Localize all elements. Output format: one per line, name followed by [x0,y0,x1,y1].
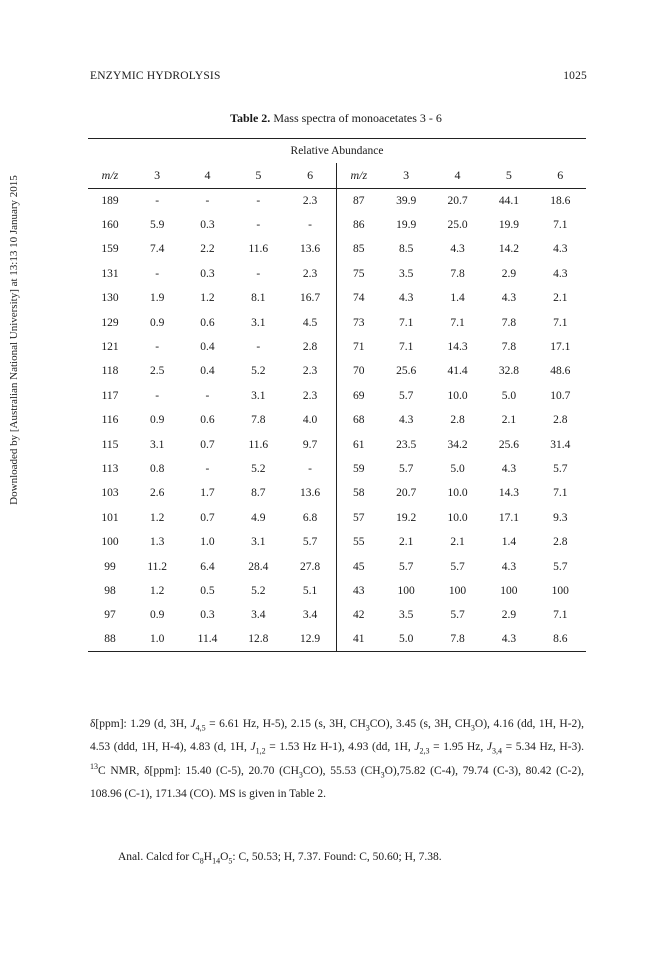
mz-cell: 88 [88,628,132,652]
abundance-cell: 5.7 [398,462,414,475]
abundance-cell: 39.9 [380,189,431,213]
mz-cell: 85 [337,237,381,261]
abundance-cell: 5.0 [450,462,465,475]
page-number: 1025 [563,70,587,82]
abundance-cell: 3.1 [251,536,266,549]
abundance-cell: 11.6 [248,438,269,451]
mz-cell: 74 [337,286,381,310]
table-row [88,213,586,237]
abundance-cell: 5.9 [149,219,165,232]
abundance-cell: 19.9 [498,219,519,232]
abundance-cell: 0.4 [200,365,215,378]
mz-cell: 98 [104,584,116,597]
abundance-cell: 100 [551,584,569,597]
mz-cell: 121 [101,341,119,354]
mz-cell: 131 [101,267,119,280]
abundance-cell: 6.8 [302,511,318,524]
mz-cell: 101 [101,511,119,524]
abundance-cell: 5.7 [450,560,465,573]
abundance-cell: 1.0 [200,536,215,549]
abundance-cell: 0.3 [200,219,215,232]
table-row [88,262,586,286]
abundance-cell: 9.3 [553,511,568,524]
abundance-cell: - [132,189,182,213]
table-row [88,189,586,213]
table-row [88,384,586,408]
running-head-title: ENZYMIC HYDROLYSIS [90,70,221,82]
column-header: m/z [337,163,381,189]
mz-cell: 189 [88,189,132,213]
abundance-cell: 0.9 [149,609,165,622]
abundance-cell: 0.6 [200,316,215,329]
abundance-cell: 3.1 [149,438,165,451]
abundance-cell: 4.3 [501,560,517,573]
abundance-cell: 0.6 [200,414,215,427]
abundance-cell: 12.8 [233,628,284,652]
abundance-cell: 2.1 [398,536,414,549]
table-row [88,359,586,383]
mz-cell: 99 [104,560,116,573]
mz-cell: 115 [101,438,119,451]
abundance-cell: 14.2 [498,243,519,256]
abundance-cell: 23.5 [396,438,417,451]
abundance-cell: - [233,189,284,213]
abundance-cell: 17.1 [498,511,519,524]
abundance-cell: 2.8 [450,414,465,427]
abundance-cell: 3.5 [398,267,414,280]
abundance-cell: 100 [397,584,415,597]
mz-cell: 69 [337,384,381,408]
abundance-cell: 0.5 [200,584,215,597]
abundance-cell: 5.2 [251,365,266,378]
abundance-cell: - [308,219,312,232]
mz-cell: 160 [101,219,119,232]
abundance-cell: 16.7 [300,292,321,305]
abundance-cell: 44.1 [483,189,534,213]
abundance-cell: 3.5 [398,609,414,622]
abundance-cell: 1.2 [149,511,165,524]
abundance-cell: 0.3 [200,267,215,280]
abundance-cell: 2.3 [284,189,337,213]
abundance-cell: 41.4 [447,365,468,378]
mz-cell: 103 [101,487,119,500]
abundance-cell: 25.0 [447,219,468,232]
table-caption-text: Mass spectra of monoacetates 3 - 6 [273,111,442,125]
table-row [88,481,586,505]
table-row [88,432,586,456]
table-row [88,335,586,359]
abundance-cell: - [205,462,210,475]
abundance-cell: 2.3 [302,365,318,378]
abundance-cell: 1.0 [132,628,182,652]
abundance-cell: - [256,267,261,280]
nmr-data-paragraph: δ[ppm]: 1.29 (d, 3H, $J_{4,5} = 6.61$ Hz, H-5), 2.15 (s, 3H, $CH_3CO$), 3.45 (s, 3H, $CH_3O$), 4.16 (dd, 1H, H-2), 4.53 (ddd, 1H, H-4), 4.83 (d, 1H, $J_{1,2} = 1.53$ Hz H-1), 4.93 (dd, 1H, $J_{2,3} = 1.95$ Hz, $J_{3,4} = 5.34$ Hz, H-3). $^{13}$C NMR, δ[ppm]: 15.40 (C-5), 20.70 $(CH_3CO)$, 55.53 $(CH_3O),75.82$ (C-4), 79.74 (C-3), 80.42 (C-2), 108.96 (C-1), 171.34 (CO). MS is given in Table 2. [90,718,585,800]
abundance-cell: - [182,189,232,213]
mz-cell: 71 [337,335,381,359]
abundance-cell: 34.2 [447,438,468,451]
mz-cell: 113 [101,462,119,475]
abundance-cell: 7.1 [553,316,568,329]
table-row [88,530,586,554]
abundance-cell: 1.7 [200,487,215,500]
abundance-cell: 27.8 [300,560,321,573]
abundance-cell: 0.4 [200,341,215,354]
abundance-cell: 7.8 [251,414,266,427]
abundance-cell: 100 [500,584,518,597]
mz-cell: 130 [101,292,119,305]
abundance-cell: 4.3 [398,292,414,305]
abundance-cell: 4.3 [501,292,517,305]
column-header: 6 [307,167,314,182]
mz-cell: 116 [101,414,119,427]
abundance-cell: 5.7 [450,609,465,622]
abundance-cell: 9.7 [302,438,318,451]
abundance-cell: 28.4 [248,560,269,573]
abundance-cell: 2.6 [149,487,165,500]
abundance-cell: 7.1 [450,316,465,329]
mz-cell: 86 [337,213,381,237]
abundance-cell: 18.6 [535,189,586,213]
abundance-cell: 4.3 [450,243,465,256]
abundance-cell: 2.3 [302,389,318,402]
abundance-cell: 10.7 [550,389,571,402]
abundance-cell: 2.8 [553,536,568,549]
abundance-cell: 0.7 [200,511,215,524]
abundance-cell: 0.7 [200,438,215,451]
abundance-cell: 7.8 [450,267,465,280]
abundance-cell: - [256,341,261,354]
abundance-cell: 1.9 [149,292,165,305]
abundance-cell: 20.7 [396,487,417,500]
abundance-cell: 4.3 [501,462,517,475]
abundance-cell: 12.9 [284,628,337,652]
abundance-cell: 8.7 [251,487,266,500]
mass-spectra-table [88,138,586,652]
abundance-cell: - [205,389,210,402]
abundance-cell: 1.2 [149,584,165,597]
table-row [88,603,586,627]
table-row [88,286,586,310]
table-caption [0,111,672,126]
mz-cell: 129 [101,316,119,329]
abundance-cell: 5.7 [302,536,318,549]
abundance-cell: 11.6 [248,243,269,256]
abundance-cell: 25.6 [498,438,519,451]
abundance-cell: 4.3 [398,414,414,427]
abundance-cell: 2.2 [200,243,215,256]
abundance-cell: 31.4 [550,438,571,451]
relative-abundance-header: Relative Abundance [290,144,384,157]
table-caption-label: Table 2. [230,111,271,125]
abundance-cell: 14.3 [447,341,468,354]
abundance-cell: 6.4 [200,560,215,573]
abundance-cell: 4.3 [483,628,534,652]
abundance-cell: 3.4 [302,609,318,622]
column-header-row [88,163,586,189]
abundance-cell: 11.4 [182,628,232,652]
abundance-cell: 13.6 [300,487,321,500]
mz-cell: 59 [337,457,381,481]
mz-cell: 100 [101,536,119,549]
mz-cell: 55 [337,530,381,554]
abundance-cell: 2.1 [450,536,465,549]
elemental-analysis: Anal. Calcd for $C_8H_{14}O_5$: C, 50.53; H, 7.37. Found: C, 50.60; H, 7.38. [118,851,442,866]
abundance-cell: 5.0 [380,628,431,652]
abundance-cell: 2.8 [553,414,568,427]
mz-cell: 97 [104,609,116,622]
abundance-cell: 1.4 [450,292,465,305]
mz-cell: 87 [337,189,381,213]
mz-cell: 159 [101,243,119,256]
abundance-cell: 7.8 [432,628,483,652]
abundance-cell: 2.1 [501,414,517,427]
mz-cell: 43 [337,579,381,603]
table-body [88,189,586,652]
column-header: 4 [454,167,461,182]
mz-cell: 75 [337,262,381,286]
abundance-cell: 5.7 [553,462,568,475]
table-row [88,408,586,432]
mz-cell: 61 [337,432,381,456]
abundance-cell: 32.8 [498,365,519,378]
mz-cell: 118 [101,365,119,378]
abundance-cell: 19.9 [396,219,417,232]
abundance-cell: 13.6 [300,243,321,256]
abundance-cell: - [256,219,261,232]
abundance-cell: 7.8 [501,341,517,354]
table-row [88,506,586,530]
abundance-cell: - [155,341,160,354]
abundance-cell: 4.3 [553,243,568,256]
abundance-cell: 19.2 [396,511,417,524]
column-header: 5 [255,167,262,182]
abundance-cell: 4.9 [251,511,266,524]
abundance-cell: 20.7 [432,189,483,213]
abundance-cell: 1.3 [149,536,165,549]
abundance-cell: 0.9 [149,414,165,427]
abundance-cell: 4.0 [302,414,318,427]
running-head [90,70,587,82]
abundance-cell: 10.0 [447,511,468,524]
column-header: 5 [505,167,512,182]
abundance-cell: 7.1 [553,609,568,622]
abundance-cell: 48.6 [550,365,571,378]
abundance-cell: 0.8 [149,462,165,475]
abundance-cell: 3.1 [251,389,266,402]
table-row [88,457,586,481]
abundance-cell: 2.5 [149,365,165,378]
table-row [88,579,586,603]
download-notice: Downloaded by [Australian National University] at 13:13 10 January 2015 [8,175,20,505]
abundance-cell: 100 [448,584,467,597]
abundance-cell: 10.0 [447,487,468,500]
column-header: 3 [154,167,161,182]
abundance-cell: 0.3 [200,609,215,622]
abundance-cell: 14.3 [498,487,519,500]
abundance-cell: 7.8 [501,316,517,329]
abundance-cell: 2.3 [302,267,318,280]
abundance-cell: 17.1 [550,341,571,354]
abundance-cell: 7.1 [398,341,414,354]
mz-cell: 45 [337,554,381,578]
abundance-cell: 5.2 [251,462,266,475]
abundance-cell: 5.7 [398,389,414,402]
abundance-cell: 8.5 [398,243,414,256]
abundance-cell: 7.1 [553,219,568,232]
mz-cell: 57 [337,506,381,530]
table-row [88,554,586,578]
column-header: 4 [204,167,211,182]
abundance-cell: 2.8 [302,341,318,354]
abundance-cell: 4.5 [302,316,318,329]
mz-cell: 41 [337,628,381,652]
abundance-cell: 8.1 [251,292,266,305]
mz-cell: 73 [337,310,381,334]
mz-cell: 68 [337,408,381,432]
abundance-cell: 3.4 [251,609,266,622]
mz-cell: 117 [101,389,119,402]
abundance-cell: - [308,462,312,475]
column-header: m/z [101,167,119,182]
abundance-cell: 25.6 [396,365,417,378]
table-row [88,237,586,261]
abundance-cell: 1.2 [200,292,215,305]
abundance-cell: 2.9 [501,267,517,280]
abundance-cell: - [155,389,160,402]
abundance-cell: 4.3 [553,267,568,280]
abundance-cell: 3.1 [251,316,266,329]
mz-cell: 58 [337,481,381,505]
mz-cell: 42 [337,603,381,627]
table-row [88,310,586,334]
abundance-cell: 2.1 [553,292,568,305]
abundance-cell: 1.4 [501,536,517,549]
abundance-cell: 5.2 [251,584,266,597]
abundance-cell: 11.2 [147,560,168,573]
abundance-cell: 7.4 [149,243,165,256]
abundance-cell: 5.1 [302,584,318,597]
abundance-cell: 10.0 [447,389,468,402]
abundance-cell: 0.9 [149,316,165,329]
table-row [88,628,586,652]
abundance-cell: - [155,267,160,280]
column-header: 3 [403,167,410,182]
abundance-cell: 8.6 [535,628,586,652]
abundance-cell: 5.0 [501,389,517,402]
abundance-cell: 2.9 [501,609,517,622]
column-header: 6 [557,167,564,182]
abundance-cell: 5.7 [553,560,568,573]
mz-cell: 70 [337,359,381,383]
abundance-cell: 7.1 [553,487,568,500]
abundance-cell: 5.7 [398,560,414,573]
abundance-cell: 7.1 [398,316,414,329]
